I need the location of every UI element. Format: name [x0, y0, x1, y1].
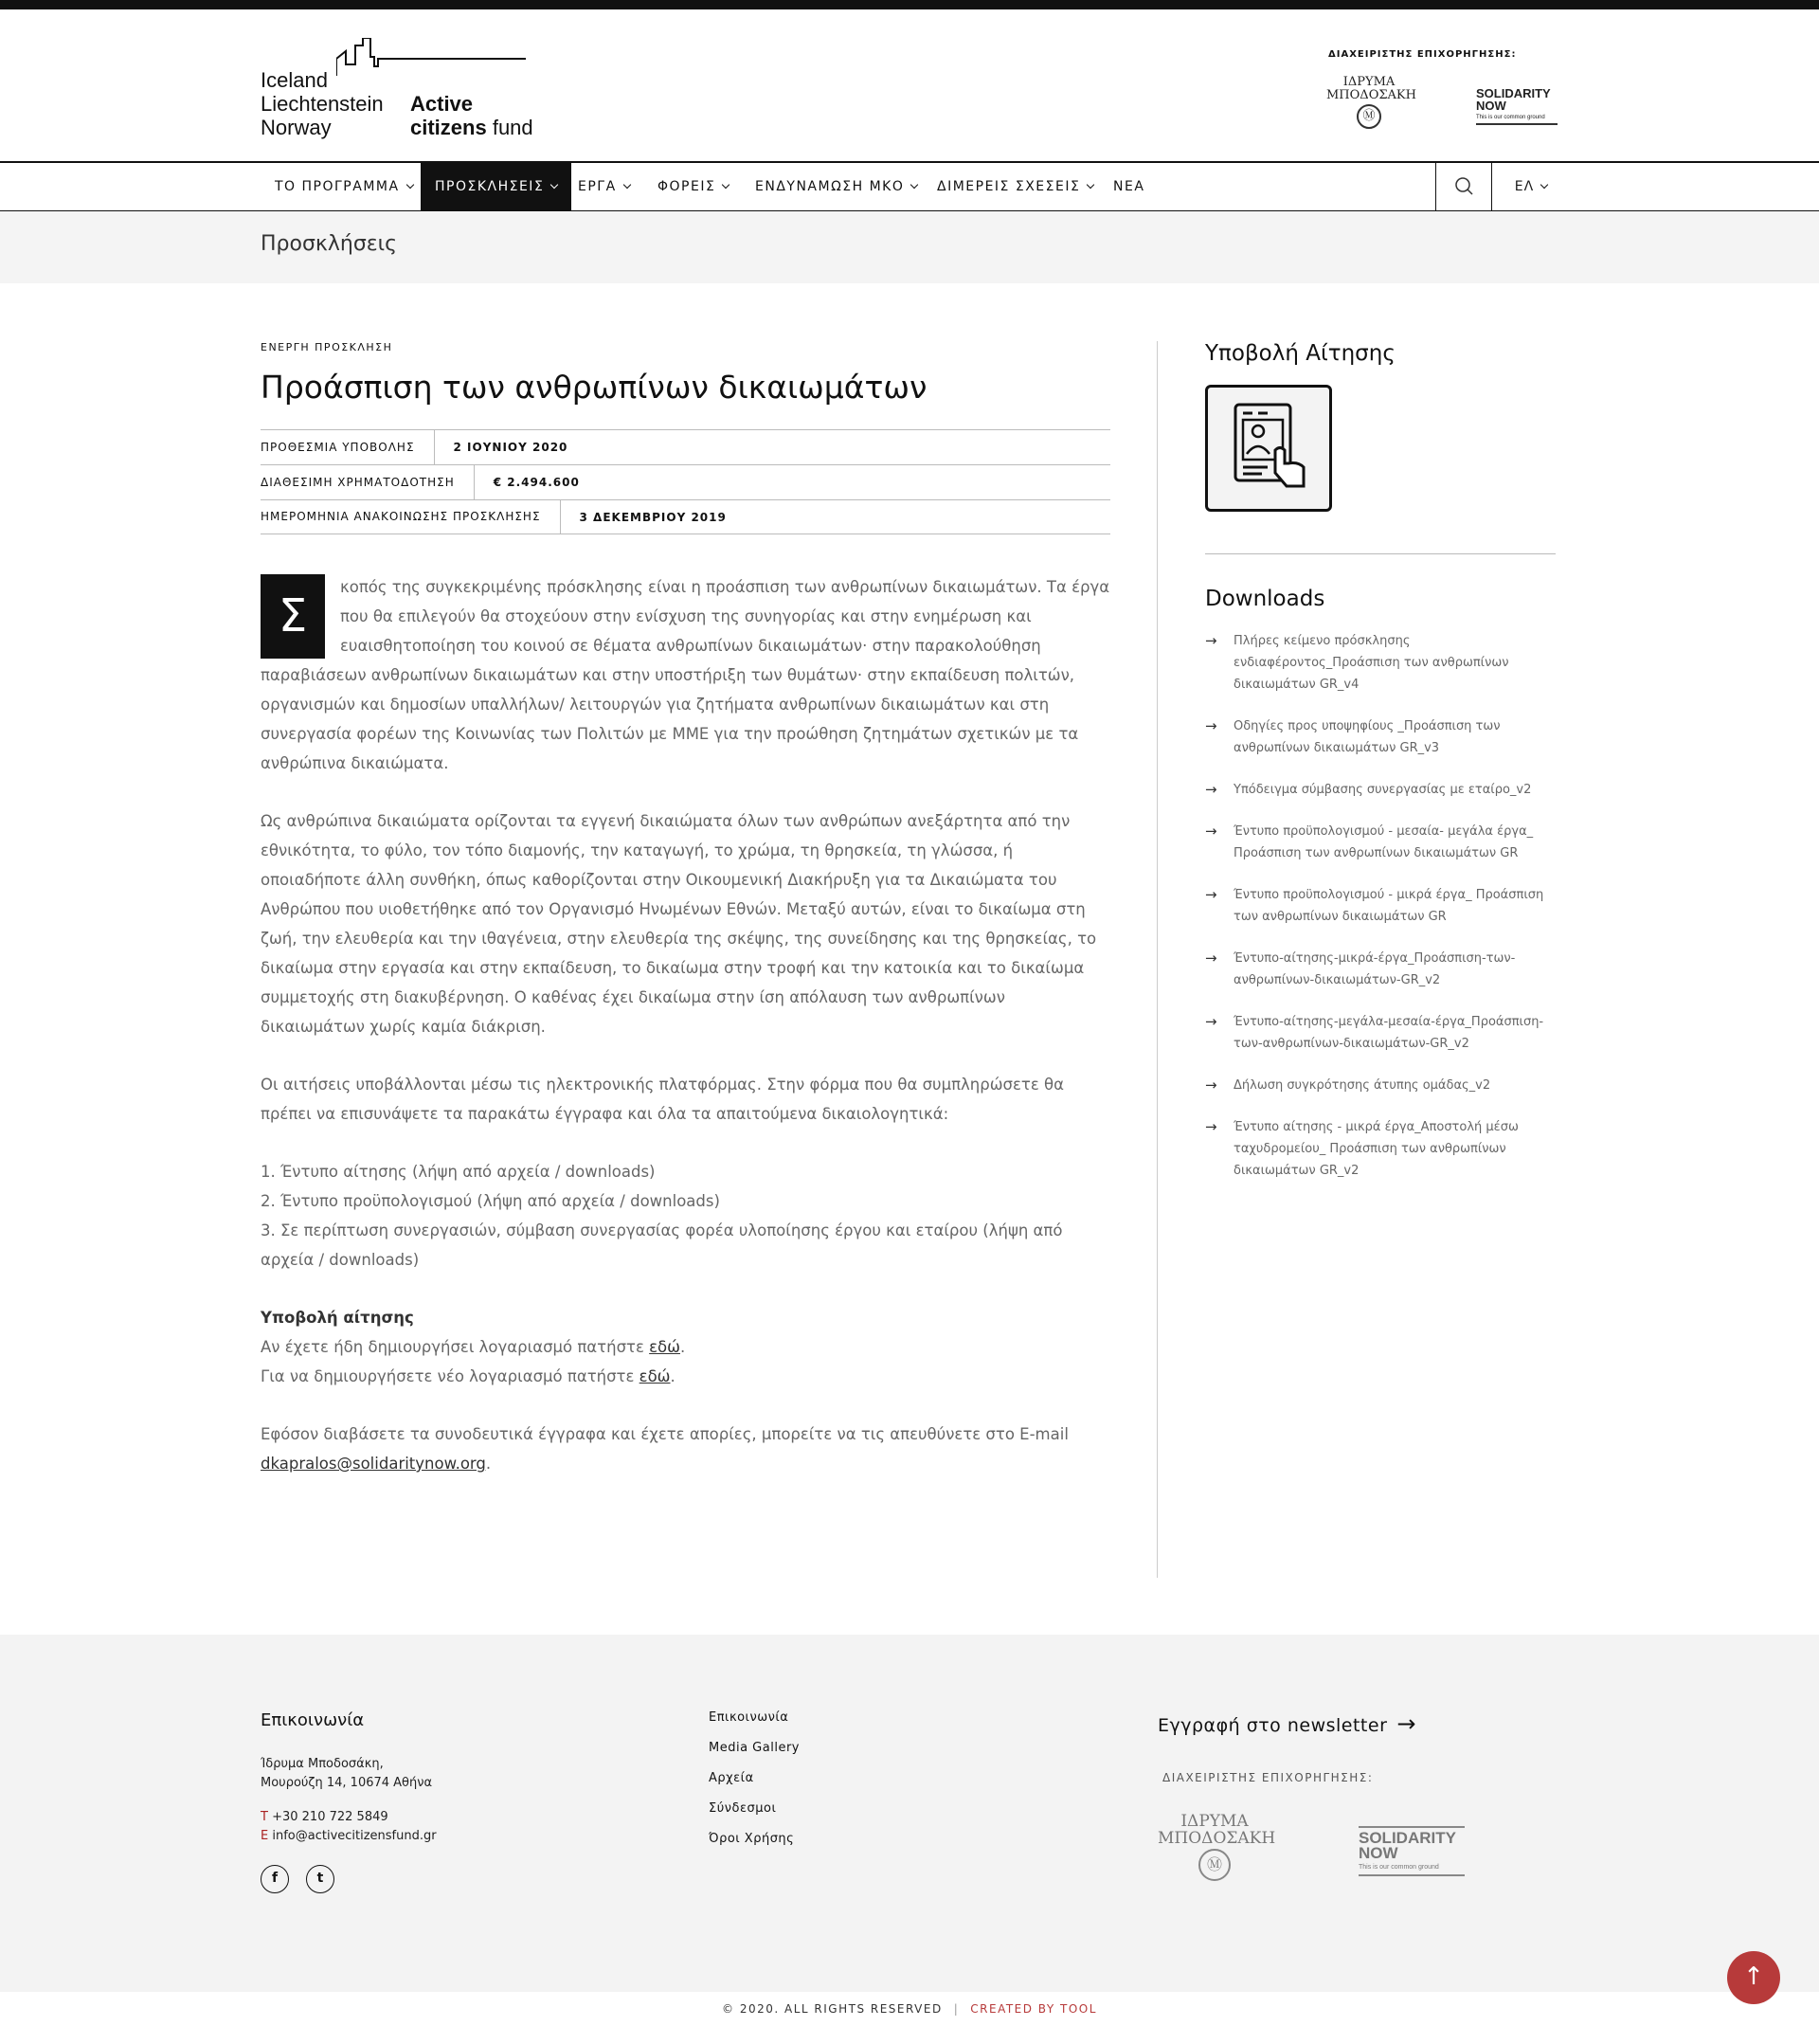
- facebook-icon[interactable]: f: [261, 1865, 289, 1893]
- nav-item-label: ΔΙΜΕΡΕΙΣ ΣΧΕΣΕΙΣ: [937, 179, 1081, 194]
- language-selector[interactable]: [1493, 163, 1569, 210]
- footer-grant-manager-label: ΔΙΑΧΕΙΡΙΣΤΗΣ ΕΠΙΧΟΡΗΓΗΣΗΣ:: [1162, 1771, 1374, 1784]
- logo-fund-fund: fund: [492, 116, 533, 139]
- footer-link-terms[interactable]: Όροι Χρήσης: [709, 1832, 795, 1846]
- logo-fund-active: Active: [410, 92, 474, 116]
- chevron-down-icon: [722, 181, 729, 189]
- footer-email[interactable]: info@activecitizensfund.gr: [272, 1829, 437, 1843]
- chevron-down-icon: [405, 181, 413, 189]
- arrow-right-icon: →: [1205, 781, 1217, 798]
- arrow-right-icon: →: [1205, 950, 1217, 967]
- download-item[interactable]: [1205, 779, 1556, 801]
- application-form-icon: [1230, 401, 1307, 496]
- scroll-to-top-button[interactable]: [1727, 1951, 1780, 2004]
- newsletter-label: Εγγραφή στο newsletter: [1158, 1715, 1388, 1736]
- download-item-label: Έντυπο προϋπολογισμού - μεσαία- μεγάλα έργα_ Προάσπιση των ανθρωπίνων δικαιωμάτων GR: [1234, 824, 1534, 860]
- copyright-bar: [0, 2002, 1819, 2016]
- search-icon: [1436, 163, 1493, 210]
- arrow-right-icon: →: [1205, 1118, 1217, 1135]
- download-item[interactable]: [1205, 1075, 1556, 1096]
- logo-country-liechtenstein: Liechtenstein: [261, 92, 384, 116]
- arrow-right-icon: →: [1205, 1076, 1217, 1094]
- footer-bodossaki-logo-line1: ΙΔΡΥΜΑ: [1180, 1812, 1249, 1831]
- meta-row-announcement-date: [261, 499, 1110, 534]
- newsletter-link[interactable]: [1158, 1710, 1556, 1737]
- chevron-down-icon: [622, 181, 630, 189]
- arrow-right-icon: →: [1205, 886, 1217, 903]
- download-item-label: Έντυπο-αίτησης-μικρά-έργα_Προάσπιση-των-ανθρωπίνων-δικαιωμάτων-GR_v2: [1234, 951, 1516, 987]
- active-citizens-fund-logo[interactable]: [261, 38, 545, 142]
- chevron-down-icon: [1540, 181, 1548, 189]
- footer-link-files[interactable]: Αρχεία: [709, 1771, 754, 1785]
- logo-country-norway: Norway: [261, 116, 332, 139]
- email-label: E: [261, 1829, 269, 1843]
- logo-fund-name: [410, 92, 533, 139]
- phone-label: T: [261, 1810, 268, 1824]
- meta-value: € 2.494.600: [493, 476, 580, 489]
- dropcap: Σ: [261, 574, 325, 659]
- separator: |: [953, 2002, 960, 2016]
- arrow-right-icon: →: [1205, 1013, 1217, 1030]
- footer-newsletter-column: [1158, 1710, 1556, 1873]
- documents-list: [261, 1157, 1111, 1275]
- footer-bodossaki-logo[interactable]: [1158, 1812, 1276, 1881]
- chevron-down-icon: [910, 181, 918, 189]
- footer-address: [261, 1755, 437, 1793]
- logo-countries: [261, 68, 384, 139]
- submission-heading: Υποβολή αίτησης: [261, 1309, 414, 1327]
- meta-key: ΔΙΑΘΕΣΙΜΗ ΧΡΗΜΑΤΟΔΟΤΗΣΗ: [261, 465, 475, 500]
- download-item-label: Πλήρες κείμενο πρόσκλησης ενδιαφέροντος_Προάσπιση των ανθρωπίνων δικαιωμάτων GR_v4: [1234, 634, 1509, 692]
- arrow-right-icon: →: [1205, 823, 1217, 840]
- download-item-label: Έντυπο προϋπολογισμού - μικρά έργα_ Προάσπιση των ανθρωπίνων δικαιωμάτων GR: [1234, 888, 1544, 924]
- footer-solidarity-now-logo-name: SOLIDARITY NOW: [1359, 1829, 1456, 1862]
- download-item-label: Δήλωση συγκρότησης άτυπης ομάδας_v2: [1234, 1078, 1491, 1093]
- nav-item-bilateral-relations[interactable]: [923, 163, 1108, 210]
- nav-item-label: ΠΡΟΣΚΛΗΣΕΙΣ: [435, 179, 545, 194]
- footer-link-links[interactable]: Σύνδεσμοι: [709, 1801, 777, 1816]
- chevron-down-icon: [550, 181, 558, 189]
- nav-item-news[interactable]: [1099, 163, 1159, 210]
- arrow-right-icon: →: [1205, 632, 1217, 649]
- logo-country-iceland: Iceland: [261, 68, 328, 92]
- login-link[interactable]: εδώ: [649, 1338, 680, 1356]
- nav-item-label: ΝΕΑ: [1113, 179, 1145, 194]
- download-item[interactable]: [1205, 821, 1556, 864]
- call-status-label: ΕΝΕΡΓΗ ΠΡΟΣΚΛΗΣΗ: [261, 341, 393, 353]
- bodossaki-seal-icon: Ⓜ: [1198, 1849, 1231, 1881]
- sidebar: [1205, 341, 1556, 1202]
- body-paragraph-1-text: κοπός της συγκεκριμένης πρόσκλησης είναι η προάσπιση των ανθρωπίνων δικαιωμάτων. Τα έργα που θα επιλεγούν θα στοχεύουν στην ενίσχυση της συνηγορίας και στην ενημέρωση και ευαισθητοποίηση του κοινού σε θέματα ανθρωπίνων δικαιωμάτων· στην παρακολούθηση παραβιάσεων ανθρωπίνων δικαιωμάτων και στην υποστήριξη των θυμάτων· στην εκπαίδευση πολιτών, οργανισμών και δημοσίων υπαλλήλων/ λειτουργών για ζητήματα ανθρωπίνων δικαιωμάτων και στη συνεργασία φορέων της Κοινωνίας των Πολιτών με ΜΜΕ για την προώθηση ζητημάτων σχετικών με τα ανθρώπινα δικαιώματα.: [261, 578, 1110, 772]
- download-item-label: Έντυπο αίτησης - μικρά έργα_Αποστολή μέσω ταχυδρομείου_ Προάσπιση των ανθρωπίνων δικαιωμάτων GR_v2: [1234, 1120, 1519, 1178]
- download-item[interactable]: [1205, 715, 1556, 759]
- bodossaki-logo[interactable]: [1326, 75, 1416, 129]
- download-item[interactable]: [1205, 884, 1556, 928]
- nav-item-label: ΦΟΡΕΙΣ: [657, 179, 716, 194]
- footer-link-contact[interactable]: Επικοινωνία: [709, 1710, 789, 1725]
- solidarity-now-logo-name: SOLIDARITY NOW: [1476, 86, 1551, 113]
- search-button[interactable]: [1435, 163, 1492, 210]
- call-body: [261, 572, 1111, 1478]
- meta-value: 3 ΔΕΚΕΜΒΡΙΟΥ 2019: [579, 510, 727, 524]
- apply-title: Υποβολή Αίτησης: [1205, 341, 1396, 366]
- footer-link-media-gallery[interactable]: Media Gallery: [709, 1741, 800, 1755]
- sidebar-divider: [1205, 553, 1556, 554]
- apply-button[interactable]: [1205, 385, 1332, 512]
- footer-phone-email: [261, 1808, 437, 1846]
- contact-text: Εφόσον διαβάσετε τα συνοδευτικά έγγραφα και έχετε απορίες, μπορείτε να τις απευθύνετε στο E-mail: [261, 1425, 1069, 1443]
- submission-section: Υποβολή αίτησης Αν έχετε ήδη δημιουργήσει λογαριασμό πατήστε εδώ. Για να δημιουργήσετε νέο λογαριασμό πατήστε εδώ.: [261, 1303, 1111, 1391]
- arrow-up-icon: ↑: [1743, 1963, 1764, 1991]
- download-item[interactable]: [1205, 1116, 1556, 1182]
- footer-address-line: Ίδρυμα Μποδοσάκη,: [261, 1757, 384, 1771]
- main-navigation: [0, 161, 1819, 211]
- meta-row-deadline: [261, 429, 1110, 464]
- register-text: Για να δημιουργήσετε νέο λογαριασμό πατήστε: [261, 1367, 635, 1385]
- site-header: [0, 9, 1819, 161]
- page-title-band: [0, 211, 1819, 283]
- site-footer: [0, 1635, 1819, 1992]
- social-links: [261, 1865, 437, 1893]
- arrow-right-icon: →: [1396, 1710, 1416, 1737]
- download-item[interactable]: [1205, 948, 1556, 991]
- meta-value: 2 ΙΟΥΝΙΟΥ 2020: [453, 441, 568, 454]
- body-paragraph-3: Οι αιτήσεις υποβάλλονται μέσω τις ηλεκτρονικής πλατφόρμας. Στην φόρμα που θα συμπληρώσετε θα πρέπει να επισυνάψετε τα παρακάτω έγγραφα και όλα τα απαιτούμενα δικαιολογητικά:: [261, 1076, 1064, 1123]
- footer-phone[interactable]: +30 210 722 5849: [272, 1810, 388, 1824]
- meta-row-funding: [261, 464, 1110, 499]
- nav-item-label: ΤΟ ΠΡΟΓΡΑΜΜΑ: [275, 179, 400, 194]
- grant-manager-label: ΔΙΑΧΕΙΡΙΣΤΗΣ ΕΠΙΧΟΡΗΓΗΣΗΣ:: [1328, 49, 1517, 60]
- call-content: [261, 341, 1111, 1507]
- download-item-label: Υπόδειγμα σύμβασης συνεργασίας με εταίρο_v2: [1234, 783, 1532, 797]
- nav-item-projects[interactable]: [564, 163, 644, 210]
- nav-item-label: ΕΝΔΥΝΑΜΩΣΗ ΜΚΟ: [755, 179, 905, 194]
- footer-links: [709, 1710, 800, 1862]
- solidarity-now-tagline: This is our common ground: [1476, 115, 1545, 120]
- call-title: Προάσπιση των ανθρωπίνων δικαιωμάτων: [261, 369, 928, 406]
- body-paragraph-1: [261, 572, 1111, 778]
- nav-item-ngo-empowerment[interactable]: [741, 163, 931, 210]
- downloads-title: Downloads: [1205, 587, 1325, 611]
- footer-solidarity-now-logo[interactable]: [1359, 1826, 1465, 1876]
- credit-link[interactable]: CREATED BY TOOL: [970, 2002, 1097, 2016]
- meta-key: ΗΜΕΡΟΜΗΝΙΑ ΑΝΑΚΟΙΝΩΣΗΣ ΠΡΟΣΚΛΗΣΗΣ: [261, 499, 561, 534]
- login-text: Αν έχετε ήδη δημιουργήσει λογαριασμό πατήστε: [261, 1338, 644, 1356]
- contact-email-link[interactable]: dkapralos@solidaritynow.org: [261, 1455, 486, 1473]
- footer-contact-title: Επικοινωνία: [261, 1710, 365, 1730]
- meta-key: ΠΡΟΘΕΣΜΙΑ ΥΠΟΒΟΛΗΣ: [261, 430, 435, 465]
- chevron-down-icon: [1087, 181, 1094, 189]
- downloads-list: [1205, 630, 1556, 1182]
- list-item: 2. Έντυπο προϋπολογισμού (λήψη από αρχεία / downloads): [261, 1192, 720, 1210]
- solidarity-now-logo[interactable]: [1476, 87, 1558, 125]
- contact-paragraph: Εφόσον διαβάσετε τα συνοδευτικά έγγραφα και έχετε απορίες, μπορείτε να τις απευθύνετε στο E-mail dkapralos@solidaritynow.org.: [261, 1425, 1069, 1473]
- footer-solidarity-now-tagline: This is our common ground: [1359, 1864, 1439, 1871]
- twitter-icon[interactable]: t: [306, 1865, 334, 1893]
- page-title: Προσκλήσεις: [261, 232, 398, 256]
- footer-address-line: Μουρούζη 14, 10674 Αθήνα: [261, 1776, 433, 1790]
- download-item-label: Οδηγίες προς υποψηφίους _Προάσπιση των ανθρωπίνων δικαιωμάτων GR_v3: [1234, 719, 1501, 755]
- nav-item-organisations[interactable]: [643, 163, 743, 210]
- register-link[interactable]: εδώ: [639, 1367, 671, 1385]
- nav-item-programme[interactable]: [261, 163, 427, 210]
- body-paragraph-2: Ως ανθρώπινα δικαιώματα ορίζονται τα εγγενή δικαιώματα όλων των ανθρώπων ανεξάρτητα από την εθνικότητα, το φύλο, τον τόπο διαμονής, την καταγωγή, το χρώμα, τη θρησκεία, τη γλώσσα, ή οποιαδήποτε άλλη συνθήκη, όπως καθορίζονται στην Οικουμενική Διακήρυξη για τα Δικαιώματα του Ανθρώπου που υιοθετήθηκε από τον Οργανισμό Ηνωμένων Εθνών. Μεταξύ αυτών, είναι το δικαίωμα στη ζωή, την ελευθερία και την ιθαγένεια, στην ελευθερία της σκέψης, της συνείδησης και της θρησκείας, το δικαίωμα στην εργασία και στην εκπαίδευση, το δικαίωμα στην τροφή και την κατοικία και το δικαίωμα συμμετοχής στη διακυβέρνηση. Ο καθένας έχει δικαίωμα στην ίση απόλαυση των ανθρωπίνων δικαιωμάτων χωρίς καμία διάκριση.: [261, 812, 1097, 1036]
- language-label: ΕΛ: [1514, 179, 1535, 194]
- column-divider: [1157, 341, 1158, 1578]
- arrow-right-icon: →: [1205, 717, 1217, 734]
- bodossaki-logo-line1: ΙΔΡΥΜΑ: [1342, 75, 1396, 89]
- call-meta-table: [261, 429, 1110, 534]
- top-bar: [0, 0, 1819, 9]
- nav-item-label: ΕΡΓΑ: [578, 179, 617, 194]
- copyright-text: © 2020. ALL RIGHTS RESERVED: [722, 2002, 943, 2016]
- list-item: 1. Έντυπο αίτησης (λήψη από αρχεία / downloads): [261, 1163, 656, 1181]
- nav-item-calls[interactable]: [421, 163, 571, 210]
- footer-bodossaki-logo-line2: ΜΠΟΔΟΣΑΚΗ: [1158, 1829, 1276, 1848]
- bodossaki-seal-icon: Ⓜ: [1357, 104, 1381, 129]
- list-item: 3. Σε περίπτωση συνεργασιών, σύμβαση συνεργασίας φορέα υλοποίησης έργου και εταίρου (λήψη από αρχεία / downloads): [261, 1221, 1063, 1269]
- download-item[interactable]: [1205, 630, 1556, 696]
- logo-fund-citizens: citizens: [410, 116, 487, 139]
- footer-contact: [261, 1710, 437, 1893]
- download-item-label: Έντυπο-αίτησης-μεγάλα-μεσαία-έργα_Προάσπιση-των-ανθρωπίνων-δικαιωμάτων-GR_v2: [1234, 1015, 1544, 1051]
- bodossaki-logo-line2: ΜΠΟΔΟΣΑΚΗ: [1326, 88, 1416, 102]
- download-item[interactable]: [1205, 1011, 1556, 1055]
